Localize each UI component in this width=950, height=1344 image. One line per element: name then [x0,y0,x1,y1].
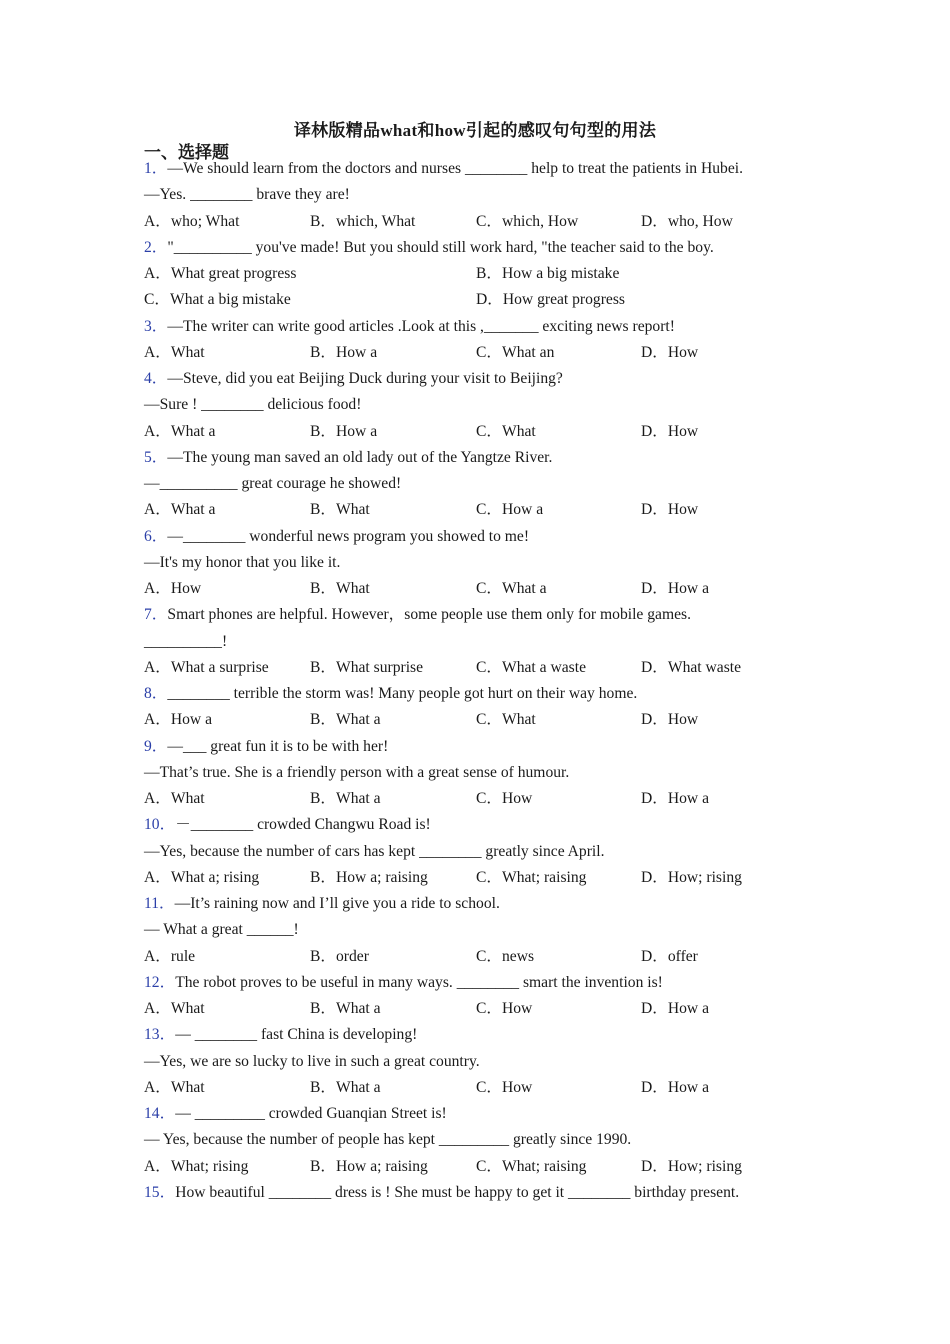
page-title: 译林版精品what和how引起的感叹句句型的用法 [293,121,657,140]
question-line [144,920,299,940]
answer-option: D．who, How [641,212,733,230]
question-text: —The young man saved an old lady out of the Yangtze River. [167,448,553,466]
answer-option: D．How [641,343,699,361]
answer-option: C．How [476,1078,533,1096]
question-number: 5． [144,448,168,466]
question-stem [144,1025,417,1045]
question-number: 3． [144,317,168,335]
question-number: 8． [144,685,168,702]
question-line [144,395,361,415]
answer-option: D．How [641,422,699,440]
question-text: —It's my honor that you like it. [144,553,341,571]
answer-option: B．What a [310,1000,381,1017]
answer-option: A．What [144,343,205,361]
answer-option: A．rule [144,947,196,965]
question-text: —We should learn from the doctors and nurses ________ help to treat the patients in Hubei. [167,160,743,177]
answer-option: C．How a [476,501,544,519]
answer-option: A．What a surprise [144,658,269,676]
answer-option: D．How a [641,790,709,807]
question-line [144,842,605,862]
question-text: —Steve, did you eat Beijing Duck during your visit to Beijing? [167,370,563,387]
question-text: —That’s true. She is a friendly person with a great sense of humour. [144,763,570,781]
question-number: 6． [144,527,168,545]
question-stem [144,737,388,757]
answer-option: B．What a [310,711,381,729]
question-text: —___ great fun it is to be with her! [167,737,389,755]
answer-option: C．What a big mistake [144,291,291,309]
question-text: —__________ great courage he showed! [144,475,402,492]
answer-option: A．What [144,1000,205,1017]
question-text: －________ crowded Changwu Road is! [175,816,431,834]
answer-option: B．How a big mistake [476,265,620,282]
question-line [144,185,350,205]
question-number: 13． [144,1026,176,1044]
question-text: —Yes, because the number of cars has kept ________ greatly since April. [144,842,605,860]
answer-option: B．How a [310,343,378,361]
answer-option: A．How a [144,711,212,729]
question-text: The robot proves to be useful in many ways. ________ smart the invention is! [175,973,663,991]
question-text: —Sure ! ________ delicious food! [144,396,362,414]
answer-option: A．What a; rising [144,868,260,886]
question-text: —Yes. ________ brave they are! [144,186,350,204]
answer-option: C．How [476,790,533,807]
question-stem [144,159,743,179]
question-number: 11． [144,895,175,912]
question-line [144,763,569,783]
answer-option: C．What [476,711,536,729]
answer-option: A．What; rising [144,1157,249,1175]
answer-option: D．How [641,711,699,729]
answer-option: B．How a [310,422,378,440]
answer-option: A．What a [144,501,216,519]
question-line [144,474,401,494]
answer-option: B．which, What [310,212,416,230]
answer-option: B．What a [310,790,381,807]
question-text: ________ terrible the storm was! Many people got hurt on their way home. [167,685,638,702]
question-stem [144,684,637,704]
answer-option: B．How a; raising [310,868,428,886]
question-text: — Yes, because the number of people has kept _________ greatly since 1990. [144,1131,632,1149]
answer-option: A．How [144,580,202,597]
answer-option: A．What a [144,422,216,440]
question-text: — ________ fast China is developing! [175,1026,418,1044]
answer-option: B．What [310,501,370,519]
question-text: — _________ crowded Guanqian Street is! [175,1105,447,1122]
answer-option: D．How a [641,580,709,597]
question-text: __________! [144,632,228,650]
question-line [144,632,227,652]
question-text: —________ wonderful news program you showed to me! [167,527,530,545]
answer-option: C．What a [476,580,547,597]
question-line [144,1130,631,1150]
question-line [144,1052,480,1072]
answer-option: B．What [310,580,370,597]
question-text: Smart phones are helpful. However，some people use them only for mobile games. [167,606,691,624]
answer-option: B．How a; raising [310,1157,428,1175]
question-stem [144,448,552,468]
answer-option: B．What a [310,1078,381,1096]
answer-option: D．How a [641,1078,709,1096]
question-text: How beautiful ________ dress is ! She must be happy to get it ________ birthday present. [175,1183,740,1201]
question-stem [144,973,663,993]
answer-option: A．What great progress [144,265,297,282]
question-number: 10． [144,816,176,834]
question-text: — What a great ______! [144,921,299,939]
answer-option: A．What [144,790,205,807]
question-stem [144,369,563,389]
answer-option: D．How great progress [476,291,625,309]
answer-option: C．What a waste [476,658,586,676]
answer-option: D．How a [641,1000,709,1017]
question-stem [144,527,529,547]
answer-option: C．which, How [476,212,579,230]
question-line [144,553,340,573]
section-heading: 一、选择题 [144,143,229,162]
question-number: 9． [144,737,168,755]
question-number: 7． [144,606,168,624]
answer-option: C．What; raising [476,1157,587,1175]
answer-option: C．news [476,947,535,965]
question-number: 4． [144,370,168,387]
question-stem [144,605,691,625]
answer-option: D．How [641,501,699,519]
question-stem [144,238,714,258]
answer-option: C．What; raising [476,868,587,886]
question-text: —The writer can write good articles .Look at this ,_______ exciting news report! [167,317,675,335]
question-stem [144,1104,447,1124]
question-number: 14． [144,1105,176,1122]
answer-option: D．How; rising [641,868,742,886]
answer-option: C．How [476,1000,533,1017]
question-stem [144,815,431,835]
question-text: —It’s raining now and I’ll give you a ride to school. [174,895,500,912]
question-number: 15． [144,1183,176,1201]
answer-option: A．What [144,1078,205,1096]
question-number: 1． [144,160,168,177]
question-text: —Yes, we are so lucky to live in such a great country. [144,1052,480,1070]
question-text: "__________ you've made! But you should still work hard, "the teacher said to the boy. [167,238,714,256]
answer-option: B．What surprise [310,658,424,676]
question-number: 2． [144,238,168,256]
question-number: 12． [144,973,176,991]
answer-option: C．What an [476,343,555,361]
answer-option: D．offer [641,947,698,965]
answer-option: A．who; What [144,212,240,230]
question-stem [144,317,675,337]
answer-option: C．What [476,422,536,440]
answer-option: D．What waste [641,658,742,676]
answer-option: D．How; rising [641,1157,742,1175]
answer-option: B．order [310,947,369,965]
question-stem [144,894,500,914]
question-stem [144,1183,739,1203]
